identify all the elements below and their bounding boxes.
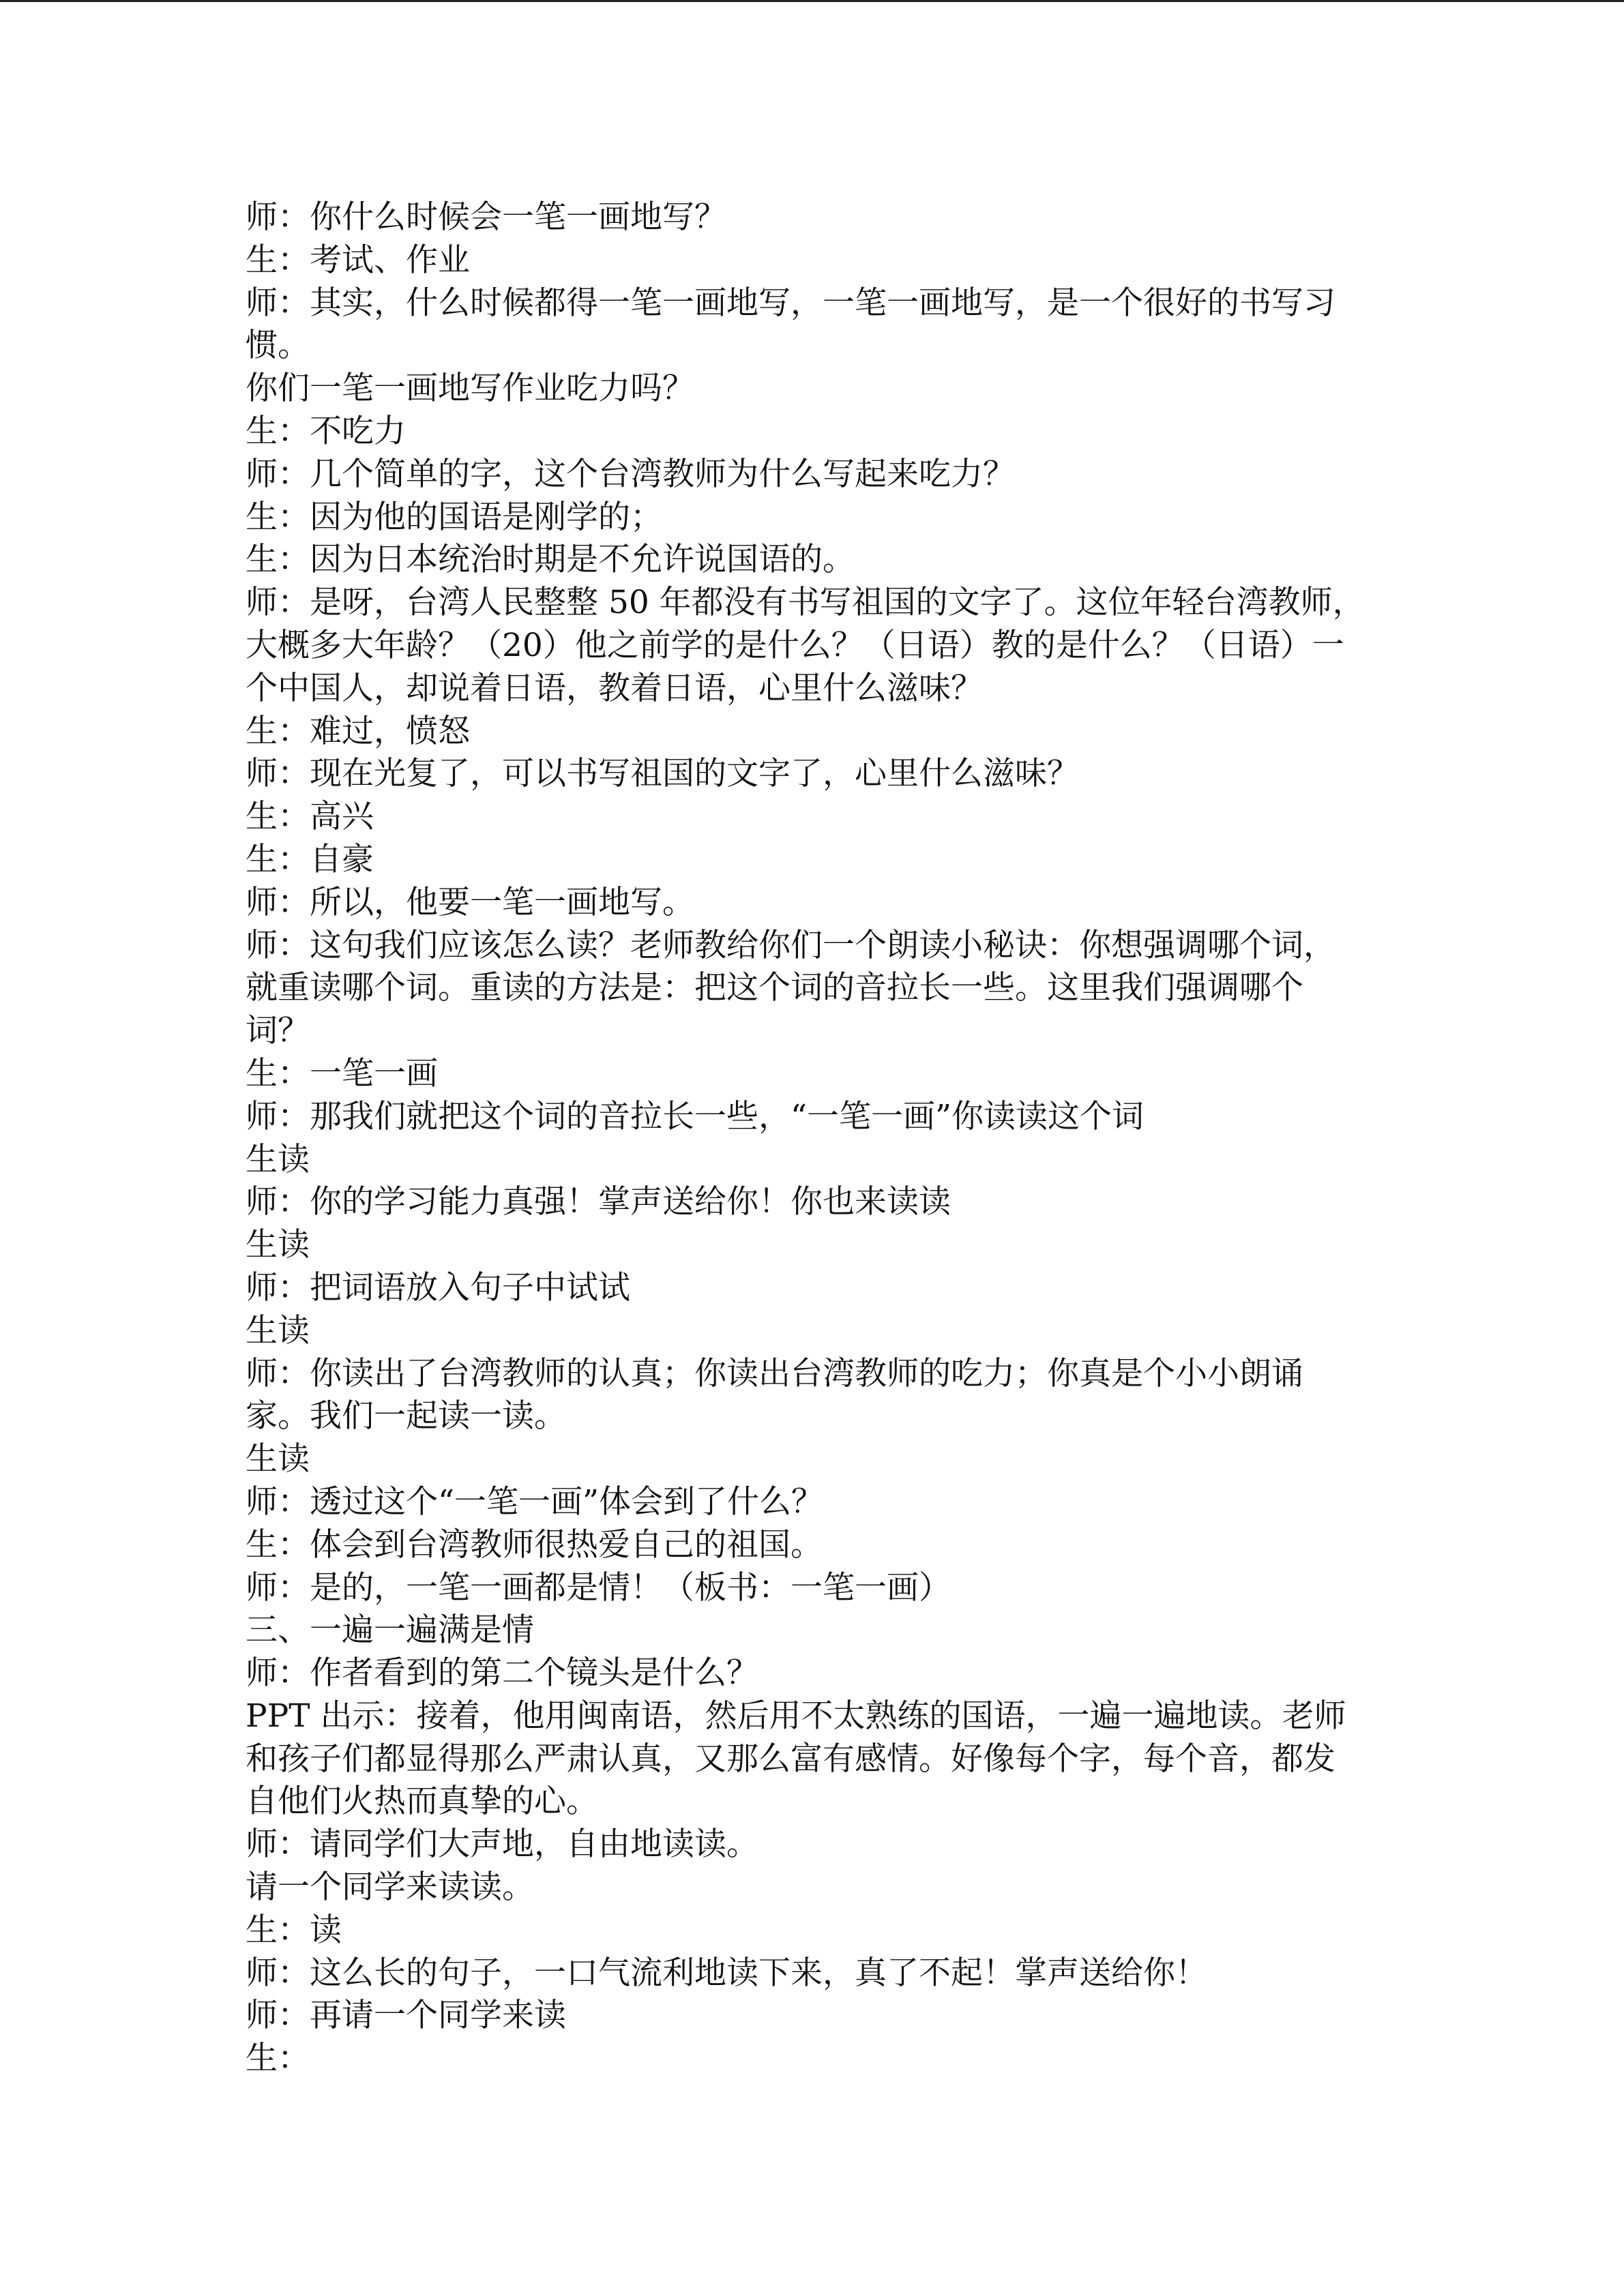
text-line: 请一个同学来读读。 — [246, 1868, 534, 1907]
text-line: 师：那我们就把这个词的音拉长一些，“一笔一画”你读读这个词 — [246, 1097, 1145, 1135]
text-line: 生：考试、作业 — [246, 241, 470, 279]
text-line: 生读 — [246, 1311, 310, 1350]
text-line: 生： — [246, 2040, 310, 2078]
section-heading: 三、一遍一遍满是情 — [246, 1611, 534, 1650]
text-line: 词？ — [246, 1012, 310, 1050]
text-line: PPT 出示：接着，他用闽南语，然后用不太熟练的国语，一遍一遍地读。老师 — [246, 1697, 1346, 1735]
text-line: 师：再请一个同学来读 — [246, 1997, 566, 2035]
text-line: 生：难过，愤怒 — [246, 712, 470, 750]
text-line: 师：几个简单的字，这个台湾教师为什么写起来吃力？ — [246, 455, 1015, 493]
text-line: 师：是的，一笔一画都是情！（板书：一笔一画） — [246, 1568, 951, 1607]
text-line: 你们一笔一画地写作业吃力吗？ — [246, 370, 694, 408]
text-line: 生读 — [246, 1226, 310, 1264]
text-line: 师：作者看到的第二个镜头是什么？ — [246, 1654, 758, 1693]
text-line: 生：一笔一画 — [246, 1054, 438, 1092]
text-line: 惯。 — [246, 327, 310, 365]
text-line: 生：因为他的国语是刚学的； — [246, 498, 662, 536]
document-body — [246, 196, 1364, 2081]
text-line: 就重读哪个词。重读的方法是：把这个词的音拉长一些。这里我们强调哪个 — [246, 969, 1303, 1007]
text-line: 师：你读出了台湾教师的认真；你读出台湾教师的吃力；你真是个小小朗诵 — [246, 1354, 1303, 1392]
text-line: 家。我们一起读一读。 — [246, 1397, 566, 1435]
text-line: 大概多大年龄？（20）他之前学的是什么？（日语）教的是什么？（日语）一 — [246, 626, 1344, 664]
text-line: 师：其实，什么时候都得一笔一画地写，一笔一画地写，是一个很好的书写习 — [246, 284, 1335, 322]
text-line: 师：所以，他要一笔一画地写。 — [246, 883, 694, 921]
text-line: 师：请同学们大声地，自由地读读。 — [246, 1825, 758, 1864]
text-line: 个中国人，却说着日语，教着日语，心里什么滋味？ — [246, 669, 983, 707]
text-line: 师：现在光复了，可以书写祖国的文字了，心里什么滋味？ — [246, 755, 1079, 793]
text-line: 师：是呀，台湾人民整整 50 年都没有书写祖国的文字了。这位年轻台湾教师， — [246, 584, 1365, 622]
text-line: 师：这句我们应该怎么读？老师教给你们一个朗读小秘诀：你想强调哪个词， — [246, 926, 1335, 964]
text-line: 生：体会到台湾教师很热爱自己的祖国。 — [246, 1525, 823, 1564]
text-line: 师：你什么时候会一笔一画地写？ — [246, 198, 726, 236]
text-line: 师：这么长的句子，一口气流利地读下来，真了不起！掌声送给你！ — [246, 1954, 1207, 1992]
text-line: 生：因为日本统治时期是不允许说国语的。 — [246, 541, 855, 579]
text-line: 师：透过这个“一笔一画”体会到了什么？ — [246, 1482, 824, 1521]
text-line: 自他们火热而真挚的心。 — [246, 1783, 598, 1821]
text-line: 生：读 — [246, 1911, 342, 1949]
text-line: 师：你的学习能力真强！掌声送给你！你也来读读 — [246, 1183, 951, 1221]
text-line: 和孩子们都显得那么严肃认真，又那么富有感情。好像每个字，每个音，都发 — [246, 1740, 1335, 1778]
text-line: 师：把词语放入句子中试试 — [246, 1268, 630, 1307]
text-line: 生：自豪 — [246, 840, 374, 878]
text-line: 生读 — [246, 1140, 310, 1178]
text-line: 生：高兴 — [246, 798, 374, 836]
text-line: 生：不吃力 — [246, 412, 406, 450]
text-line: 生读 — [246, 1440, 310, 1478]
